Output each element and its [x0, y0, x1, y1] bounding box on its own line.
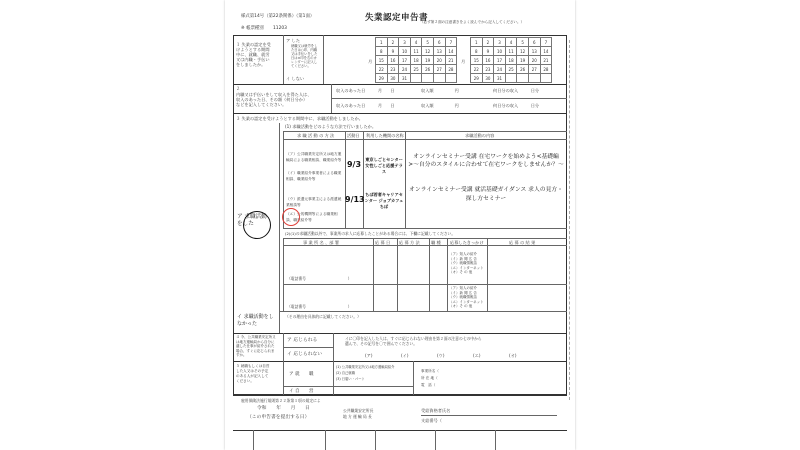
calendar-day[interactable]: 23	[387, 65, 399, 74]
employment-details: 事業所名（ 所 在 地（ 電 話（	[421, 369, 439, 387]
calendar-right-month: 月	[461, 59, 466, 64]
section2-question: 内職又は手伝いをして収入を得た人は、 収入のあった日、その額（何日分か） などを記入してください。	[236, 92, 312, 107]
section5-question: ５ 就職もしくは自営 した人又はその予定 のある人が記入して ください。	[236, 364, 270, 383]
calendar-day[interactable]: 30	[482, 74, 494, 83]
calendar-day[interactable]: 14	[445, 47, 457, 56]
form-number: 様式第14号（第22条関係）（第1面）	[241, 14, 315, 19]
apply-col-date: 応 募 日	[375, 240, 391, 245]
calendar-day[interactable]: 28	[445, 65, 457, 74]
calendar-day[interactable]: 27	[433, 65, 445, 74]
calendar-day[interactable]	[445, 74, 457, 83]
calendar-day[interactable]: 11	[410, 47, 422, 56]
apply-col-result: 応 募 の 結 果	[509, 240, 536, 245]
calendar-day[interactable]: 5	[517, 38, 529, 47]
phone-label-1[interactable]: （電話番号 ）	[287, 276, 352, 281]
option-employment[interactable]: ア 就 職	[289, 372, 314, 377]
job-search-did-label[interactable]: ア 求職活動をした	[237, 214, 267, 227]
calendar-day[interactable]: 12	[422, 47, 434, 56]
calendar-left	[375, 37, 457, 83]
phone-label-2[interactable]: （電話番号 ）	[287, 304, 352, 309]
calendar-day[interactable]	[517, 74, 529, 83]
calendar-day[interactable]: 31	[494, 74, 506, 83]
employment-sub-items: (1) 公共職業安定所又は地方運輸局紹介 (2) 自己就職 (3) 日雇い・パート	[336, 365, 395, 381]
margin-line	[569, 40, 570, 400]
section3-intro: ３ 失業の認定を受けようとする期間中に、求職活動をしましたか。	[236, 116, 363, 121]
calendar-day[interactable]: 11	[505, 47, 517, 56]
entry-1-date: 9/3	[346, 160, 362, 169]
calendar-day[interactable]: 7	[540, 38, 552, 47]
trigger-list-2: （ア）知人の紹介 （イ）新 聞 広 告 （ウ）就職情報誌 （エ）インターネット （オ）そ の 他	[449, 286, 484, 309]
office-label-2: 地 方 運 輸 局 長	[343, 414, 372, 419]
method-a: （ア）公共職業安定所又は地方運輸局による職業相談、職業紹介等	[286, 152, 342, 162]
job-search-did-not-note: （その理由を具体的に記載してください。）	[285, 314, 361, 319]
option-did-not-work[interactable]: イ しない	[286, 76, 305, 81]
calendar-day[interactable]	[410, 74, 422, 83]
income-days-2[interactable]: 何日分の収入 日分	[493, 103, 540, 108]
calendar-day[interactable]: 9	[482, 47, 494, 56]
calendar-right	[470, 37, 552, 83]
section1-question: １ 失業の認定を受 けようとする期間 中に、就職、就労 又は内職・手伝い をしましたか。	[236, 42, 271, 67]
method-b: （イ）職業紹介事業者による職業相談、職業紹介等	[286, 171, 342, 181]
method-d-circle	[282, 208, 300, 226]
calendar-day[interactable]: 2	[482, 38, 494, 47]
entry-2-content: オンラインセミナー受講 就活基礎ガイダンス 求人の見方・探し方セミナー	[409, 187, 563, 202]
calendar-left-month: 月	[368, 59, 373, 64]
form-page: 様式第14号（第22条関係）（第1面） 失業認定申告書 （必ず第２面の注意書きをよく読んでから記入してください。） ※ 帳票種別 11203 １ 失業の認定を受 けようとする期間 中に、就職、就労 又は内職・手伝い をしましたか。 ア した 就職又は就労をし た日は○印、内職 又は手伝いをした 日は×印を右のカ レンダーに記入し てください。 イ しない 月 1 2 3 4 5 6 7 8 9 10 11 12 13 14 15 16 17 18 19 20 21 22 23 24 25 26 27 28 29 30 31 月 1 2 3 4 5 6 7 8 9 10 11 12 13 14 15 16 17 18 19 20 21 22 23 24 25 26 27 28 29 30 31 ２ 内職又は手伝いをして収入を得た人は、 収入のあった日、その額（何日分か） などを記入してください。 収入のあった日 月 日 収入額 円 何日分の収入 日分 収入のあった日 月 日 収入額 円 何日分の収入 日分 ３ 失業の認定を受けようとする期間中に、求職活動をしましたか。 (1) 求職活動をどのような方法で行いましたか。 求 職 活 動 の 方 法 活動日 利用した機関の名称 求職活動の内容 （ア）公共職業安定所又は地方運輸局による職業相談、職業紹介等 （イ）職業紹介事業者による職業相談、職業紹介等 （ウ）派遣元事業主による派遣就業相談等 （エ）公的機関等による職業相談、職業紹介等 9/3 東京しごとセンター 女性しごと応援テラス オンラインセミナー受講 在宅ワークを始めよう<基礎編>〜自分のスタイルに合わせて在宅ワークをしませんか？〜 9/13 ちば若者キャリアセンター ジョブカフェちば オンラインセミナー受講 就活基礎ガイダンス 求人の見方・探し方セミナー ア 求職活動をした (2)(1)の求職活動以外で、事業所の求人に応募したことがある場合には、下欄に記載してください。 事 業 所 名 、部 署 応 募 日 応 募 方 法 職 種 応募したきっかけ 応 募 の 結 果 （電話番号 ） （電話番号 ） （ア）知人の紹介 （イ）新 聞 広 告 （ウ）就職情報誌 （エ）インターネット （オ）そ の 他 （ア）知人の紹介 （イ）新 聞 広 告 （ウ）就職情報誌 （エ）インターネット （オ）そ の 他 イ 求職活動をしなかった （その理由を具体的に記載してください。） ４ 今、公共職業安定所又 は地方運輸局から自分に 適した仕事が紹介された 場合、すぐに応じられま すか。 ア 応じられる イ 応じられない イに〇印を記入した人は、すぐに応じられない理由を第２面の注意の七の中から選んで、その記号を〇で囲んでください。 (ア) (イ) (ウ) (エ) (オ) ５ 就職もしくは自営 した人又はその予定 のある人が記入して ください。 ア 就 職 イ 自 営 (1) 公共職業安定所又は地方運輸局紹介 (2) 自己就職 (3) 日雇い・パート 事業所名（ 所 在 地（ 電 話（ 雇用保険法施行規則第２２条第１項の規定によ 令和 年 月 日 （この申告書を提出する日） 公共職業安定所長 地 方 運 輸 局 長 受給資格者氏名 支給番号（	[225, 0, 575, 450]
calendar-day[interactable]: 22	[376, 65, 388, 74]
apply-col-method: 応 募 方 法	[399, 240, 420, 245]
footer-date[interactable]: 令和 年 月 日	[257, 406, 310, 411]
calendar-day[interactable]: 15	[471, 56, 483, 65]
calendar-day[interactable]	[433, 74, 445, 83]
calendar-day[interactable]: 6	[528, 38, 540, 47]
method-d: （エ）公的機関等による職業相談、職業紹介等	[286, 212, 338, 222]
calendar-day[interactable]: 15	[376, 56, 388, 65]
calendar-day[interactable]: 21	[540, 56, 552, 65]
calendar-day[interactable]: 24	[494, 65, 506, 74]
section3-sub2: (2)(1)の求職活動以外で、事業所の求人に応募したことがある場合には、下欄に記載してください。	[285, 231, 456, 236]
calendar-day[interactable]	[505, 74, 517, 83]
option-can-accept[interactable]: ア 応じられる	[287, 338, 318, 343]
calendar-day[interactable]: 20	[528, 56, 540, 65]
calendar-day[interactable]: 16	[482, 56, 494, 65]
calendar-day[interactable]: 22	[471, 65, 483, 74]
calendar-day[interactable]: 30	[387, 74, 399, 83]
calendar-day[interactable]: 8	[471, 47, 483, 56]
form-note: （必ず第２面の注意書きをよく読んでから記入してください。）	[420, 20, 525, 24]
apply-col-trigger: 応募したきっかけ	[450, 240, 484, 245]
reason-e[interactable]: (オ)	[509, 353, 517, 358]
entry-1-content: オンラインセミナー受講 在宅ワークを始めよう<基礎編>〜自分のスタイルに合わせて在宅ワークをしませんか？〜	[408, 154, 564, 168]
calendar-day[interactable]: 24	[399, 65, 411, 74]
slip-type-label: ※ 帳票種別	[241, 26, 264, 31]
office-label: 公共職業安定所長	[343, 408, 374, 413]
footer-submit-note: （この申告書を提出する日）	[247, 415, 310, 420]
col-content: 求職活動の内容	[465, 133, 495, 138]
calendar-day[interactable]: 2	[387, 38, 399, 47]
apply-col-company: 事 業 所 名 、部 署	[303, 240, 339, 245]
calendar-day[interactable]: 8	[376, 47, 388, 56]
section4-note: イに〇印を記入した人は、すぐに応じられない理由を第２面の注意の七の中から選んで、その記号を〇で囲んでください。	[345, 336, 482, 346]
applicant-name-label: 受給資格者氏名	[421, 408, 451, 413]
reason-d[interactable]: (エ)	[473, 353, 481, 358]
trigger-list-1: （ア）知人の紹介 （イ）新 聞 広 告 （ウ）就職情報誌 （エ）インターネット （オ）そ の 他	[449, 252, 484, 275]
calendar-day[interactable]	[422, 74, 434, 83]
calendar-day[interactable]: 3	[494, 38, 506, 47]
option-self-employed[interactable]: イ 自 営	[289, 389, 314, 394]
calendar-day[interactable]: 20	[433, 56, 445, 65]
calendar-day[interactable]: 28	[540, 65, 552, 74]
col-agency: 利用した機関の名称	[366, 133, 404, 138]
calendar-day[interactable]: 29	[471, 74, 483, 83]
calendar-day[interactable]: 10	[494, 47, 506, 56]
apply-col-job: 職 種	[431, 240, 441, 245]
option-cannot-accept[interactable]: イ 応じられない	[287, 352, 323, 357]
calendar-day[interactable]: 23	[482, 65, 494, 74]
income-days-1[interactable]: 何日分の収入 日分	[493, 88, 540, 93]
reason-a[interactable]: (ア)	[365, 353, 373, 358]
calendar-day[interactable]: 5	[422, 38, 434, 47]
calendar-day[interactable]: 31	[399, 74, 411, 83]
entry-1-agency: 東京しごとセンター 女性しごと応援テラス	[365, 157, 403, 174]
reason-c[interactable]: (ウ)	[437, 353, 445, 358]
calendar-day[interactable]: 4	[410, 38, 422, 47]
calendar-day[interactable]: 13	[433, 47, 445, 56]
calendar-day[interactable]: 13	[528, 47, 540, 56]
calendar-day[interactable]: 16	[387, 56, 399, 65]
calendar-day[interactable]: 1	[376, 38, 388, 47]
pay-number-label[interactable]: 支給番号（	[421, 418, 442, 423]
col-method: 求 職 活 動 の 方 法	[297, 133, 335, 138]
reason-b[interactable]: (イ)	[401, 353, 409, 358]
calendar-day[interactable]	[540, 74, 552, 83]
col-date: 活動日	[347, 133, 360, 138]
job-search-did-circle	[243, 211, 271, 239]
footer-statement: 雇用保険法施行規則第２２条第１項の規定によ	[241, 398, 321, 403]
calendar-day[interactable]: 9	[387, 47, 399, 56]
calendar-day[interactable]: 1	[471, 38, 483, 47]
method-c: （ウ）派遣元事業主による派遣就業相談等	[286, 197, 342, 207]
calendar-day[interactable]: 14	[540, 47, 552, 56]
calendar-day[interactable]: 17	[494, 56, 506, 65]
calendar-day[interactable]: 18	[505, 56, 517, 65]
entry-2-agency: ちば若者キャリアセンター ジョブカフェちば	[364, 192, 404, 209]
calendar-day[interactable]: 29	[376, 74, 388, 83]
income-date-1[interactable]: 収入のあった日 月 日	[336, 88, 395, 93]
calendar-day[interactable]: 10	[399, 47, 411, 56]
calendar-day[interactable]: 12	[517, 47, 529, 56]
income-amount-2[interactable]: 収入額 円	[421, 103, 459, 108]
calendar-day[interactable]: 25	[505, 65, 517, 74]
calendar-day[interactable]: 18	[410, 56, 422, 65]
calendar-day[interactable]: 21	[445, 56, 457, 65]
entry-2-date: 9/13	[345, 195, 365, 204]
calendar-day[interactable]: 25	[410, 65, 422, 74]
option-did-work-note: 就職又は就労をし た日は○印、内職 又は手伝いをした 日は×印を右のカ レンダーに記入し てください。	[291, 44, 318, 68]
calendar-day[interactable]: 27	[528, 65, 540, 74]
calendar-day[interactable]: 19	[422, 56, 434, 65]
calendar-day[interactable]: 17	[399, 56, 411, 65]
calendar-day[interactable]: 3	[399, 38, 411, 47]
income-date-2[interactable]: 収入のあった日 月 日	[336, 103, 395, 108]
calendar-day[interactable]: 4	[505, 38, 517, 47]
calendar-day[interactable]	[528, 74, 540, 83]
calendar-day[interactable]: 19	[517, 56, 529, 65]
section4-question: ４ 今、公共職業安定所又 は地方運輸局から自分に 適した仕事が紹介された 場合、すぐに応じられま すか。	[236, 335, 276, 358]
calendar-day[interactable]: 7	[445, 38, 457, 47]
form-title: 失業認定申告書	[365, 13, 429, 23]
calendar-day[interactable]: 26	[517, 65, 529, 74]
section3-sub-intro: (1) 求職活動をどのような方法で行いましたか。	[285, 124, 377, 129]
income-amount-1[interactable]: 収入額 円	[421, 88, 459, 93]
calendar-day[interactable]: 6	[433, 38, 445, 47]
slip-type-code: 11203	[273, 26, 287, 31]
option-did-work[interactable]: ア した	[286, 38, 300, 43]
calendar-day[interactable]: 26	[422, 65, 434, 74]
job-search-did-not-label[interactable]: イ 求職活動をしなかった	[237, 314, 274, 327]
